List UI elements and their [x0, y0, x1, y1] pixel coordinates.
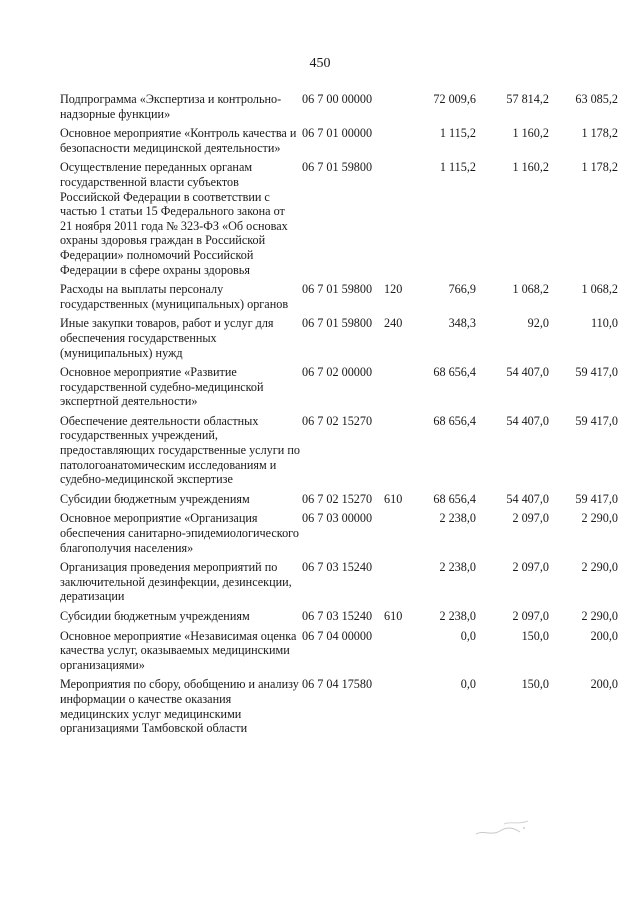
row-name: Подпрограмма «Экспертиза и контрольно-надзорные функции» [60, 92, 282, 121]
row-name: Основное мероприятие «Организация обеспечения санитарно-эпидемиологического благополучия населения» [60, 511, 299, 555]
row-name: Основное мероприятие «Развитие государственной судебно-медицинской экспертной деятельности» [60, 365, 264, 409]
row-amount-1: 348,3 [448, 316, 476, 331]
row-amount-3: 2 290,0 [581, 560, 618, 575]
row-amount-2: 57 814,2 [506, 92, 549, 106]
row-name: Обеспечение деятельности областных государственных учреждений, предоставляющих государственные услуги по патологоанатомическим исследованиям и судебно-медицинской экспертизе [60, 413, 300, 487]
row-target-code: 06 7 00 00000 [302, 92, 373, 106]
row-amount-3: 59 417,0 [575, 413, 618, 428]
row-target-code: 06 7 02 15270 [302, 491, 373, 506]
row-amount-1: 0,0 [460, 628, 476, 643]
row-amount-2: 54 407,0 [506, 413, 549, 428]
row-target-code: 06 7 01 59800 [302, 282, 373, 297]
row-amount-2: 1 160,2 [512, 160, 549, 175]
row-amount-3: 63 085,2 [575, 92, 618, 106]
row-amount-1: 68 656,4 [433, 491, 476, 506]
row-name: Основное мероприятие «Контроль качества и безопасности медицинской деятельности» [60, 126, 297, 155]
row-target-code: 06 7 01 59800 [302, 316, 373, 331]
row-amount-2: 2 097,0 [512, 511, 549, 526]
table-row [60, 492, 618, 512]
table-row [60, 414, 618, 492]
budget-table-body [60, 92, 618, 741]
row-amount-3: 110,0 [591, 316, 618, 331]
row-amount-2: 2 097,0 [512, 560, 549, 575]
row-amount-1: 68 656,4 [433, 413, 476, 428]
row-target-code: 06 7 03 15240 [302, 560, 373, 575]
row-amount-1: 2 238,0 [439, 511, 476, 526]
table-row [60, 282, 618, 316]
row-target-code: 06 7 02 00000 [302, 365, 373, 380]
table-row [60, 677, 618, 740]
row-amount-3: 2 290,0 [581, 511, 618, 526]
row-amount-1: 2 238,0 [439, 609, 476, 623]
row-amount-2: 1 160,2 [512, 126, 549, 141]
row-amount-1: 766,9 [448, 282, 476, 297]
row-amount-1: 1 115,2 [439, 160, 476, 175]
faint-scribble-mark [474, 816, 534, 840]
row-expense-type [384, 126, 410, 160]
row-target-code: 06 7 03 15240 [302, 609, 373, 623]
row-target-code: 06 7 04 17580 [302, 677, 373, 692]
row-amount-3: 1 178,2 [581, 126, 618, 141]
page-number: 450 [309, 56, 331, 71]
row-amount-3: 200,0 [590, 628, 618, 643]
row-name: Основное мероприятие «Независимая оценка качества услуг, оказываемых медицинскими организациями» [60, 628, 297, 672]
row-expense-type [384, 365, 410, 414]
row-expense-type [384, 677, 410, 740]
table-row [60, 629, 618, 678]
row-name: Мероприятия по сбору, обобщению и анализу информации о качестве оказания медицинских услуг медицинскими организациями Тамбовской области [60, 677, 299, 736]
row-expense-type [384, 414, 410, 492]
table-row [60, 365, 618, 414]
row-amount-3: 59 417,0 [575, 491, 618, 506]
table-row [60, 126, 618, 160]
row-name: Расходы на выплаты персоналу государственных (муниципальных) органов [60, 282, 289, 311]
table-row [60, 609, 618, 629]
row-amount-3: 200,0 [590, 677, 618, 692]
row-amount-3: 2 290,0 [581, 609, 618, 623]
table-row [60, 160, 618, 282]
row-amount-3: 59 417,0 [575, 365, 618, 380]
table-row [60, 560, 618, 609]
row-amount-2: 150,0 [521, 677, 549, 692]
row-target-code: 06 7 03 00000 [302, 511, 373, 526]
row-name: Иные закупки товаров, работ и услуг для обеспечения государственных (муниципальных) нужд [60, 316, 274, 360]
row-expense-type: 610 [384, 491, 403, 506]
row-expense-type [384, 560, 410, 609]
table-row [60, 316, 618, 365]
row-name: Организация проведения мероприятий по заключительной дезинфекции, дезинсекции, дератизации [60, 560, 292, 604]
row-amount-1: 68 656,4 [433, 365, 476, 380]
row-amount-2: 150,0 [521, 628, 549, 643]
row-expense-type: 240 [384, 316, 403, 331]
row-amount-3: 1 178,2 [581, 160, 618, 175]
row-name: Субсидии бюджетным учреждениям [60, 609, 250, 623]
row-expense-type [384, 92, 410, 126]
row-expense-type: 610 [384, 609, 403, 623]
table-row [60, 92, 618, 126]
row-amount-2: 54 407,0 [506, 491, 549, 506]
row-amount-2: 54 407,0 [506, 365, 549, 380]
row-amount-2: 2 097,0 [512, 609, 549, 623]
row-amount-1: 1 115,2 [439, 126, 476, 141]
row-amount-1: 72 009,6 [433, 92, 476, 106]
row-target-code: 06 7 01 00000 [302, 126, 373, 141]
row-amount-2: 1 068,2 [512, 282, 549, 297]
row-expense-type [384, 629, 410, 678]
row-amount-1: 2 238,0 [439, 560, 476, 575]
row-target-code: 06 7 02 15270 [302, 413, 373, 428]
row-amount-3: 1 068,2 [581, 282, 618, 297]
row-amount-1: 0,0 [460, 677, 476, 692]
row-amount-2: 92,0 [527, 316, 549, 331]
row-expense-type [384, 511, 410, 560]
row-expense-type: 120 [384, 282, 403, 297]
budget-table [60, 92, 618, 741]
row-target-code: 06 7 01 59800 [302, 160, 373, 175]
table-row [60, 511, 618, 560]
row-name: Субсидии бюджетным учреждениям [60, 491, 250, 506]
row-expense-type [384, 160, 410, 282]
row-target-code: 06 7 04 00000 [302, 628, 373, 643]
row-name: Осуществление переданных органам государственной власти субъектов Российской Федерации в соответствии с частью 1 статьи 15 Федерального закона от 21 ноября 2011 года № 323-ФЗ «Об основах охраны здоровья граждан в Российской Федерации» полномочий Российской Федерации в сфере охраны здоровья [60, 160, 288, 277]
